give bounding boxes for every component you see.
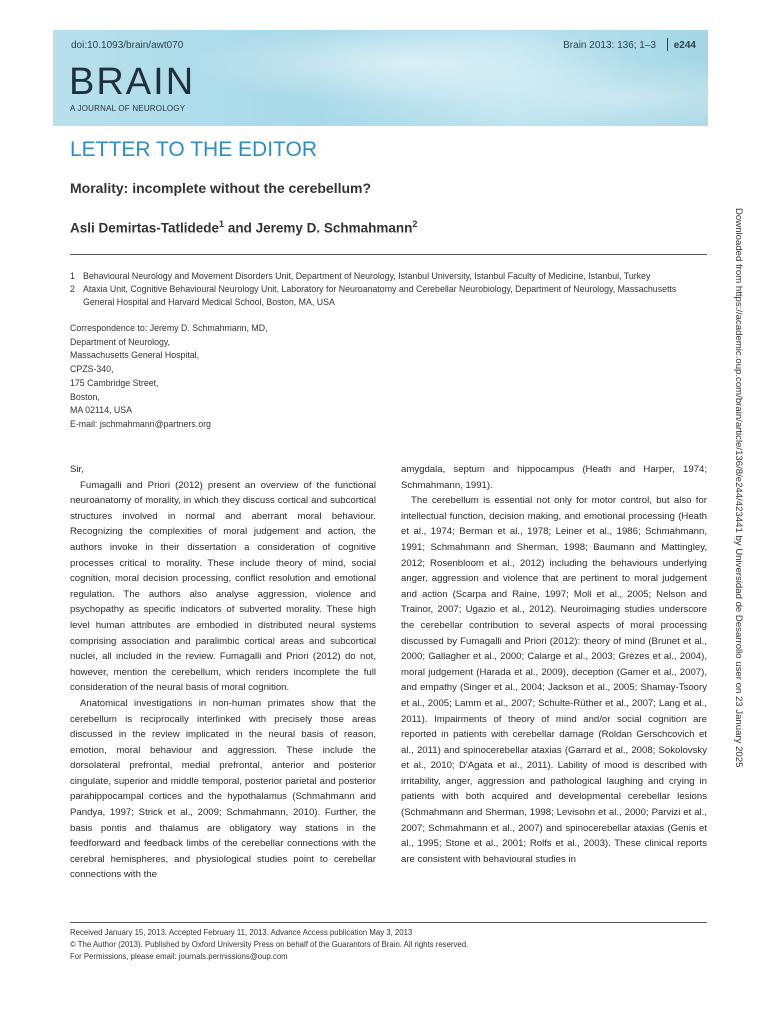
footer xyxy=(70,927,468,963)
correspondence-line: MA 02114, USA xyxy=(70,405,132,416)
affiliation-text: Ataxia Unit, Cognitive Behavioural Neurology Unit, Laboratory for Neuroanatomy and Cerebellar Neurobiology, Department of Neurology, Massachusetts General Hospital and Harvard Medical School, Boston, MA, USA xyxy=(83,284,677,307)
body-paragraph: amygdala, septum and hippocampus (Heath and Harper, 1974; Schmahmann, 1991). xyxy=(401,464,707,491)
affiliation xyxy=(70,270,710,283)
footer-rule xyxy=(70,922,707,923)
footer-line[interactable]: For Permissions, please email: journals.permissions@oup.com xyxy=(70,952,288,961)
body-paragraph: Anatomical investigations in non-human primates show that the cerebellum is reciprocally interlinked with precisely those areas discussed in the review implicated in the neural basis of reason, emotion, moral behaviour and aggression. These include the dorsolateral prefrontal, medial prefrontal, anterior and posterior cingulate, superior and middle temporal, posterior parietal and posterior parahippocampal cortices and the hypothalamus (Schmahmann and Pandya, 1997; Strick et al., 2009; Schmahmann, 2010). Further, the basis pontis and thalamus are obligatory way stations in the feedforward and feedback limbs of the cerebellar connections with the cerebral hemispheres, and physiological studies point to cerebellar connections with the xyxy=(70,697,376,881)
author-name[interactable]: Jeremy D. Schmahmann xyxy=(255,220,413,236)
doi-link[interactable]: doi:10.1093/brain/awt070 xyxy=(71,40,184,51)
download-watermark: Downloaded from https://academic.oup.com/brain/article/136/8/e244/423441 by Universidad de Desarrollo user on 23 January 2025 xyxy=(733,208,744,768)
section-title: LETTER TO THE EDITOR xyxy=(70,138,317,161)
author-joiner: and xyxy=(224,220,256,236)
affiliation-text: Behavioural Neurology and Movement Disorders Unit, Department of Neurology, Istanbul University, Istanbul Faculty of Medicine, Istanbul, Turkey xyxy=(83,271,651,281)
body-paragraph: The cerebellum is essential not only for motor control, but also for intellectual function, decision making, and emotional processing (Heath et al., 1974; Berman et al., 1978; Leiner et al., 1986; Schmahmann, 1991; Schmahmann and Sherman, 1998; Baumann and Mattingley, 2012; Rosenbloom et al., 2012) including the behaviours underlying anger, aggression and violence that are pertinent to moral judgement and action (Scarpa and Raine, 1997; Moll et al., 2005; Nelson and Trainor, 2007; Ugazio et al., 2012). Neuroimaging studies underscore the cerebellar contribution to several aspects of moral processing discussed by Fumagalli and Priori (2012): theory of mind (Brunet et al., 2000; Gallagher et al., 2000; Calarge et al., 2003; Grèzes et al., 2004), moral judgement (Harada et al., 2009), deception (Gamer et al., 2007), and empathy (Singer et al., 2004; Jackson et al., 2005; Shamay-Tsoory et al., 2005; Lamm et al., 2007; Schulte-Rüther et al., 2007; Lang et al., 2011). Impairments of theory of mind and/or social cognition are reported in patients with cerebellar damage (Roldan Gerschcovich et al., 2011) and spinocerebellar ataxias (Garrard et al., 2008; Sokolovsky et al., 2010; D'Agata et al., 2011). Lability of mood is described with irritability, anger, aggression and pathological laughing and crying in patients with both acquired and developmental cerebellar lesions (Schmahmann and Sherman, 1998; Levisohn et al., 2000; Parvizi et al., 2007; Schmahmann et al., 2007) and spinocerebellar ataxias (Genis et al., 1995; Stone et al., 2001; Rolfs et al., 2003). These clinical reports are consistent with behavioural studies in xyxy=(401,495,707,865)
journal-logo-subtitle: A JOURNAL OF NEUROLOGY xyxy=(70,104,186,113)
affiliation xyxy=(70,283,710,309)
page-id: e244 xyxy=(673,40,696,51)
article-title: Morality: incomplete without the cerebellum? xyxy=(70,180,372,196)
correspondence-line: Massachusetts General Hospital, xyxy=(70,350,200,361)
affiliation-number: 2 xyxy=(70,284,75,294)
journal-banner xyxy=(53,30,708,126)
affiliation-number: 1 xyxy=(70,271,75,281)
divider xyxy=(667,38,668,51)
salutation: Sir, xyxy=(70,464,84,475)
journal-logo: BRAIN xyxy=(69,61,196,103)
correspondence-line: Boston, xyxy=(70,391,100,402)
correspondence-block xyxy=(70,322,268,432)
footer-line: Received January 15, 2013. Accepted February 11, 2013. Advance Access publication May 3, 2013 xyxy=(70,928,413,937)
correspondence-line: CPZS-340, xyxy=(70,364,114,375)
header-rule xyxy=(70,254,707,255)
correspondence-line: 175 Cambridge Street, xyxy=(70,377,159,388)
body-paragraph: Fumagalli and Priori (2012) present an overview of the functional neuroanatomy of morality, in which they discuss cortical and subcortical structures involved in normal and aberrant moral behaviour. Recognizing the complexities of moral judgement and action, the authors invoke in their dissertation a consideration of cognitive processes critical to morality. These include theory of mind, social cognition, moral decision processing, conflict resolution and emotional regulation. The authors also analyse aggression, violence and psychopathy as specific indicators of subverted morality. These high level human attributes are embodied in distributed neural systems comprising association and paralimbic cortical areas and subcortical nuclei, all included in the review. Fumagalli and Priori (2012) do not, however, mention the cerebellum, which renders incomplete the full consideration of the neural basis of moral cognition. xyxy=(70,479,376,694)
footer-line: © The Author (2013). Published by Oxford University Press on behalf of the Guarantors of Brain. All rights reserved. xyxy=(70,940,469,949)
correspondence-line: Department of Neurology, xyxy=(70,336,171,347)
affiliations xyxy=(70,270,710,309)
citation: Brain 2013: 136; 1–3 xyxy=(563,40,656,51)
affiliation-marker: 1 xyxy=(219,219,225,229)
correspondence-line: Correspondence to: Jeremy D. Schmahmann, MD, xyxy=(70,323,268,333)
body-column-right xyxy=(401,462,707,867)
correspondence-email[interactable]: E-mail: jschmahmann@partners.org xyxy=(70,418,211,429)
author-name[interactable]: Asli Demirtas-Tatlidede xyxy=(70,220,220,236)
author-list xyxy=(70,219,417,236)
affiliation-marker: 2 xyxy=(412,219,418,229)
body-column-left xyxy=(70,462,376,883)
